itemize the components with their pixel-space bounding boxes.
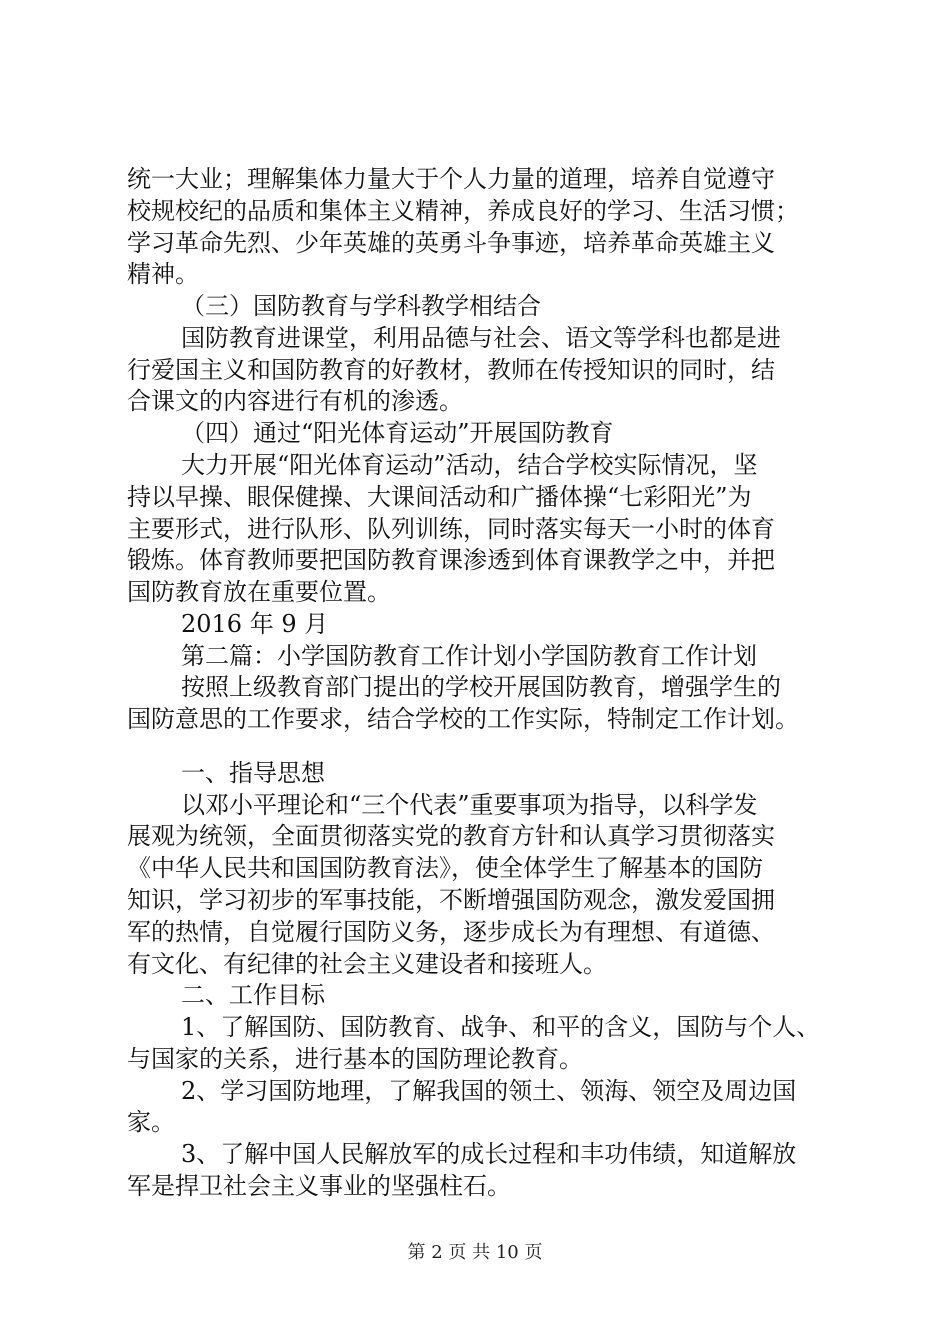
text-line: 《中华人民共和国国防教育法》，使全体学生了解基本的国防 [127,854,763,882]
text-line: 家。 [127,1108,175,1136]
text-line: 国防意思的工作要求，结合学校的工作实际，特制定工作计划。 [127,705,799,733]
page-footer: 第 2 页 共 10 页 [407,1242,543,1263]
text-line: 国防教育进课堂，利用品德与社会、语文等学科也都是进 [181,324,781,352]
date-line: 2016 年 9 月 [181,610,329,638]
text-line: 2、学习国防地理，了解我国的领土、领海、领空及周边国 [181,1077,797,1105]
section-heading: 二、工作目标 [181,981,325,1009]
text-line: 军是捍卫社会主义事业的坚强柱石。 [127,1172,511,1200]
text-line: 以邓小平理论和“三个代表”重要事项为指导，以科学发 [181,791,758,819]
text-line: 统一大业；理解集体力量大于个人力量的道理，培养自觉遵守 [127,165,775,193]
text-line: 行爱国主义和国防教育的好教材，教师在传授知识的同时，结 [127,356,775,384]
text-line: 3、了解中国人民解放军的成长过程和丰功伟绩，知道解放 [181,1140,797,1168]
section-heading: （三）国防教育与学科教学相结合 [181,292,541,320]
text-line: 展观为统领，全面贯彻落实党的教育方针和认真学习贯彻落实 [127,822,775,850]
text-line: 1、了解国防、国防教育、战争、和平的含义，国防与个人、 [181,1013,821,1041]
text-line: 持以早操、眼保健操、大课间活动和广播体操“七彩阳光”为 [127,483,752,511]
text-line: 知识，学习初步的军事技能，不断增强国防观念，激发爱国拥 [127,886,775,914]
text-line: 锻炼。体育教师要把国防教育课渗透到体育课教学之中，并把 [127,546,775,574]
text-line: 有文化、有纪律的社会主义建设者和接班人。 [127,950,607,978]
text-line: 精神。 [127,260,199,288]
text-line: 按照上级教育部门提出的学校开展国防教育，增强学生的 [181,673,781,701]
text-line: 军的热情，自觉履行国防义务，逐步成长为有理想、有道德、 [127,918,775,946]
text-line: 学习革命先烈、少年英雄的英勇斗争事迹，培养革命英雄主义 [127,229,775,257]
text-line: 大力开展“阳光体育运动”活动，结合学校实际情况，坚 [181,451,758,479]
text-line: 主要形式，进行队形、队列训练，同时落实每天一小时的体育 [127,515,775,543]
chapter-heading: 第二篇：小学国防教育工作计划小学国防教育工作计划 [181,642,757,670]
text-line: 国防教育放在重要位置。 [127,578,391,606]
section-heading: 一、指导思想 [181,759,325,787]
text-line: 与国家的关系，进行基本的国防理论教育。 [127,1045,583,1073]
section-heading: （四）通过“阳光体育运动”开展国防教育 [181,419,614,447]
text-line: 合课文的内容进行有机的渗透。 [127,387,463,415]
text-line: 校规校纪的品质和集体主义精神，养成良好的学习、生活习惯； [127,197,799,225]
